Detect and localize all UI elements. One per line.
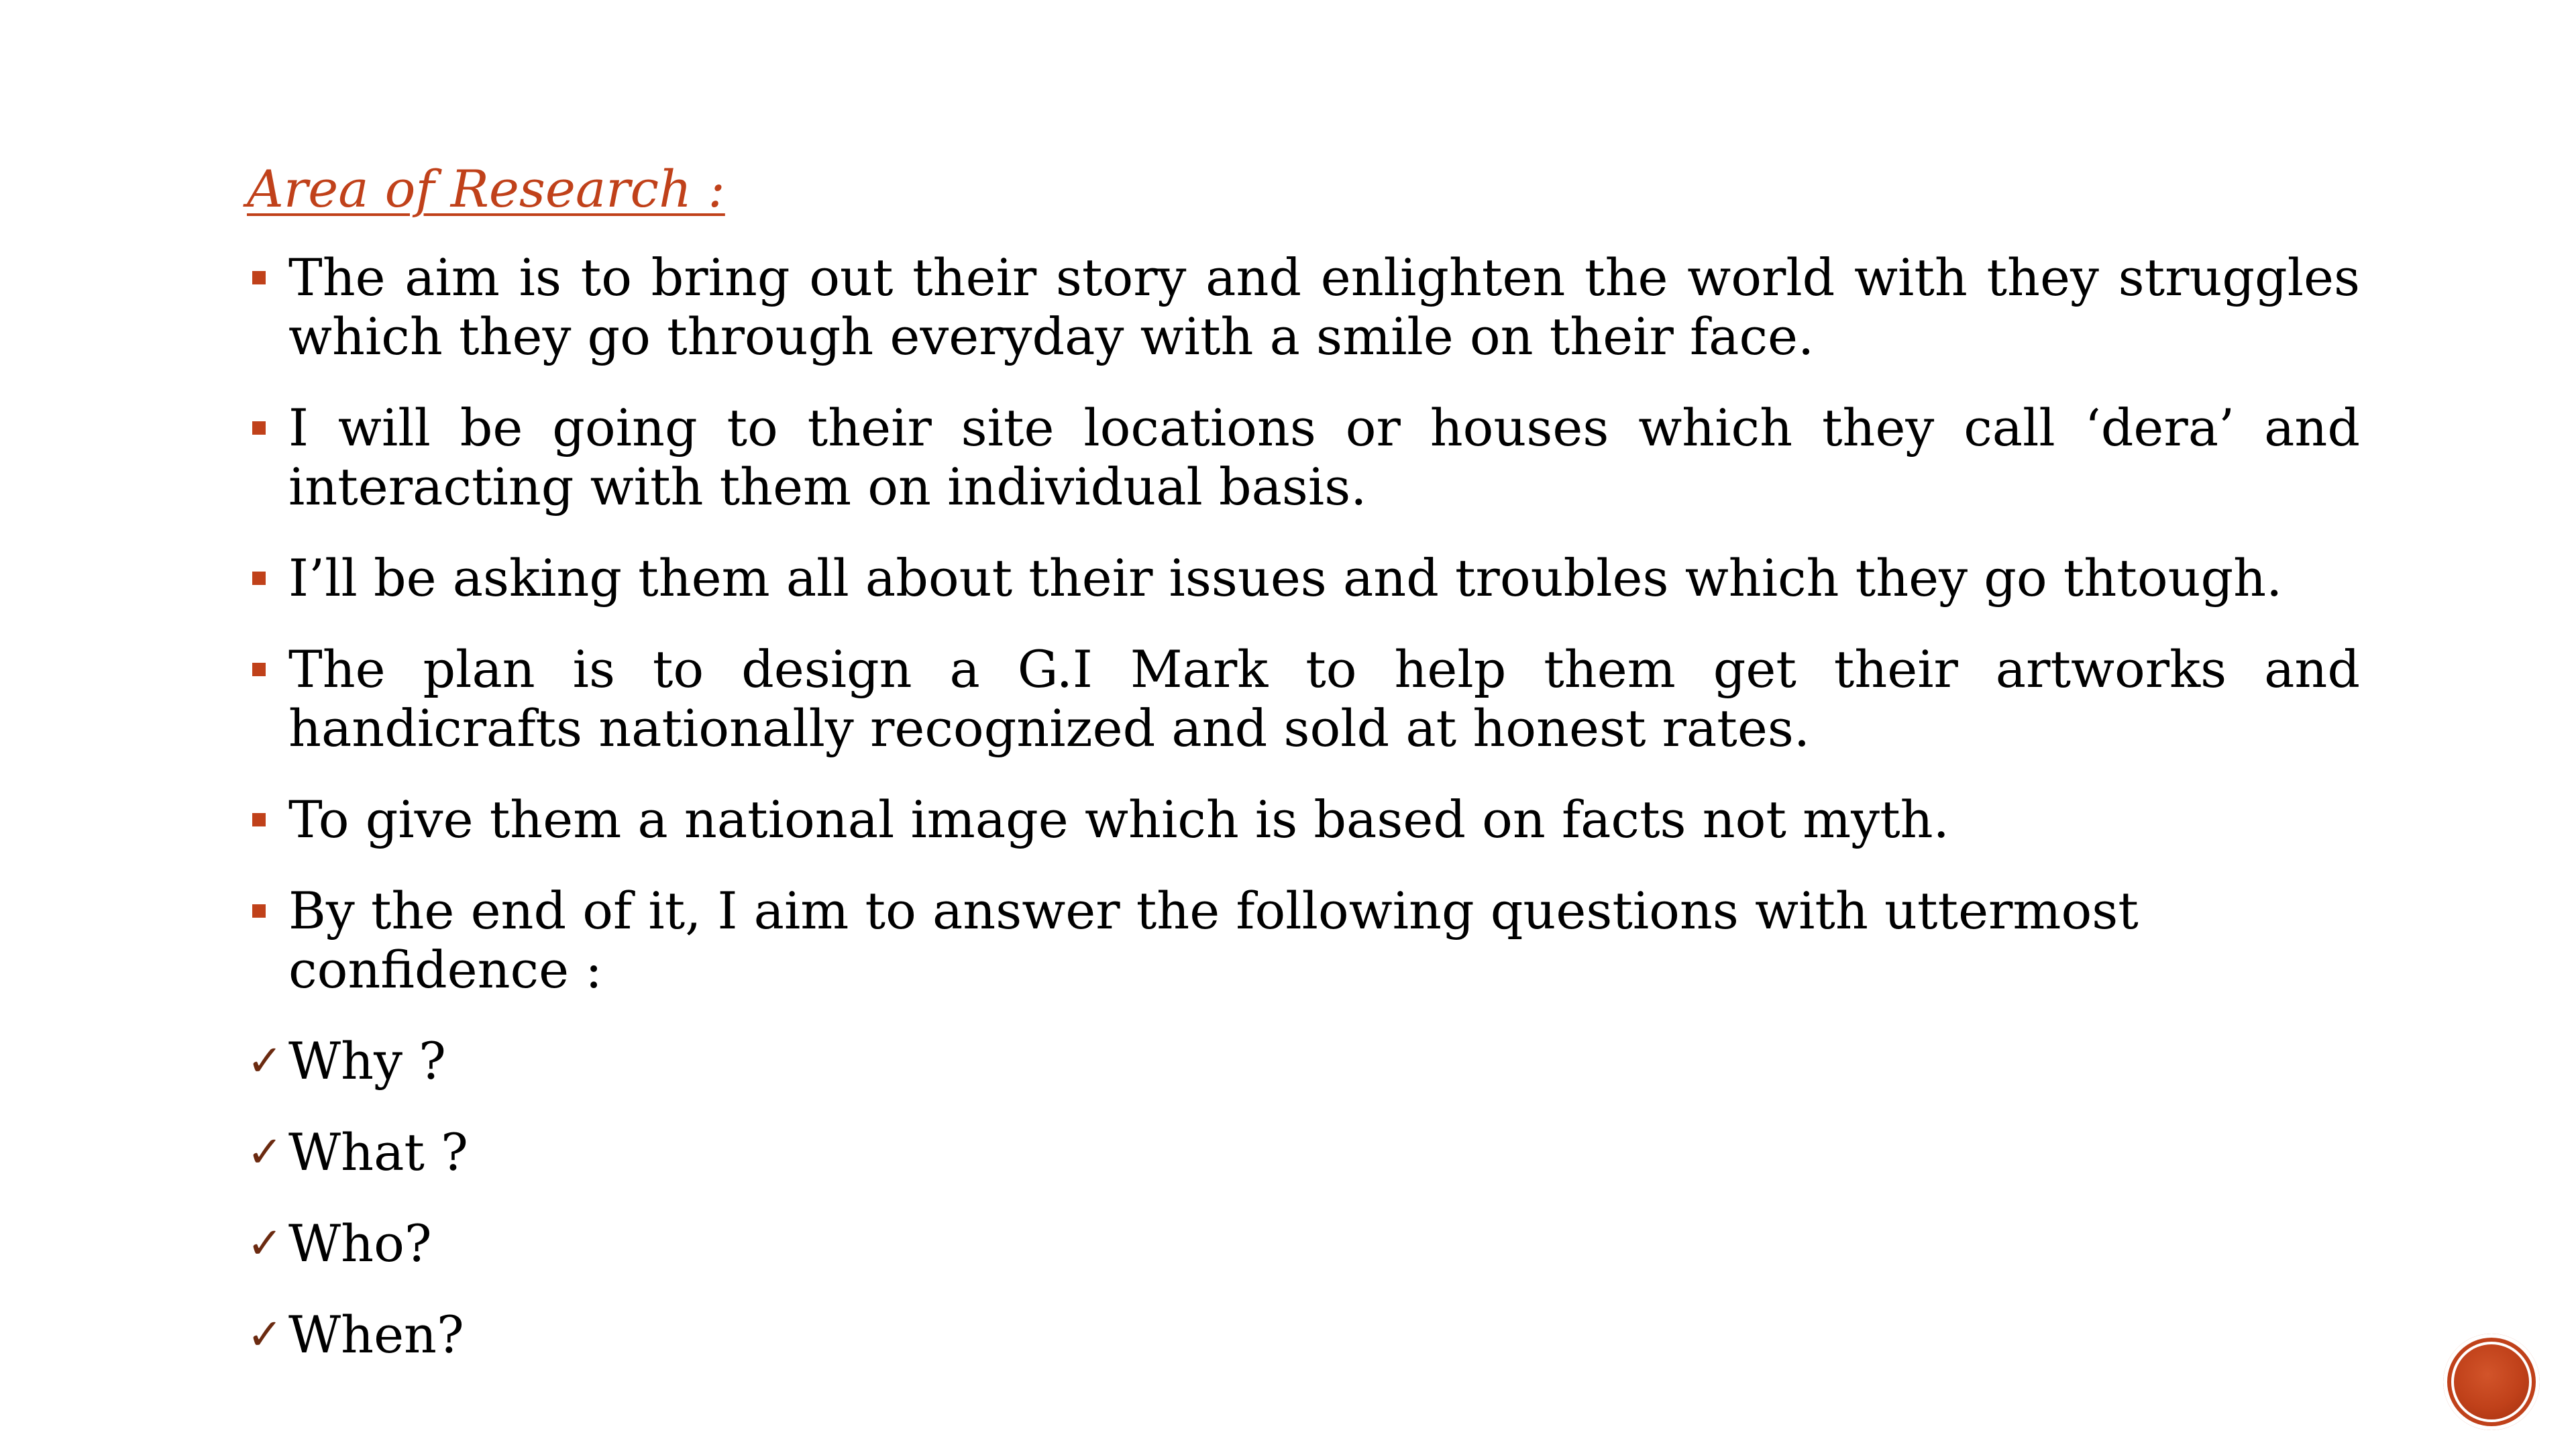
bullet-text: By the end of it, I aim to answer the following questions with uttermost confidence : — [288, 881, 2139, 1000]
bullet-item — [247, 248, 2360, 366]
check-icon: ✓ — [247, 1036, 283, 1086]
square-bullet-icon — [252, 271, 266, 284]
check-icon: ✓ — [247, 1310, 283, 1360]
bullet-item — [247, 398, 2360, 517]
checklist-item — [247, 1123, 2360, 1182]
bullet-list — [247, 248, 2360, 1397]
checklist-text: Who? — [288, 1214, 432, 1273]
bullet-item — [247, 881, 2360, 1000]
bullet-text: To give them a national image which is based on facts not myth. — [288, 790, 1949, 849]
orange-circle-logo-icon — [2443, 1334, 2540, 1430]
checklist-text: Why ? — [288, 1031, 446, 1091]
check-icon: ✓ — [247, 1128, 283, 1177]
bullet-text: I will be going to their site locations or houses which they call ‘dera’ and interacting with them on individual basis. — [288, 398, 2360, 517]
checklist-text: When? — [288, 1305, 464, 1364]
bullet-item — [247, 640, 2360, 758]
bullet-item — [247, 790, 2360, 849]
square-bullet-icon — [252, 421, 266, 435]
checklist-item — [247, 1214, 2360, 1273]
bullet-text: I’ll be asking them all about their issues and troubles which they go thtough. — [288, 548, 2283, 608]
square-bullet-icon — [252, 904, 266, 918]
bullet-text: The plan is to design a G.I Mark to help them get their artworks and handicrafts nationally recognized and sold at honest rates. — [288, 639, 2360, 758]
checklist-text: What ? — [288, 1122, 468, 1182]
bullet-item — [247, 549, 2360, 608]
logo-inner-disc — [2451, 1342, 2532, 1422]
checklist-item — [247, 1032, 2360, 1091]
bullet-text: The aim is to bring out their story and enlighten the world with they struggles which they go through everyday with a smile on their face. — [288, 248, 2360, 366]
checklist-item — [247, 1305, 2360, 1364]
square-bullet-icon — [252, 663, 266, 676]
section-heading: Area of Research : — [247, 159, 725, 219]
check-icon: ✓ — [247, 1219, 283, 1269]
square-bullet-icon — [252, 813, 266, 826]
square-bullet-icon — [252, 572, 266, 585]
